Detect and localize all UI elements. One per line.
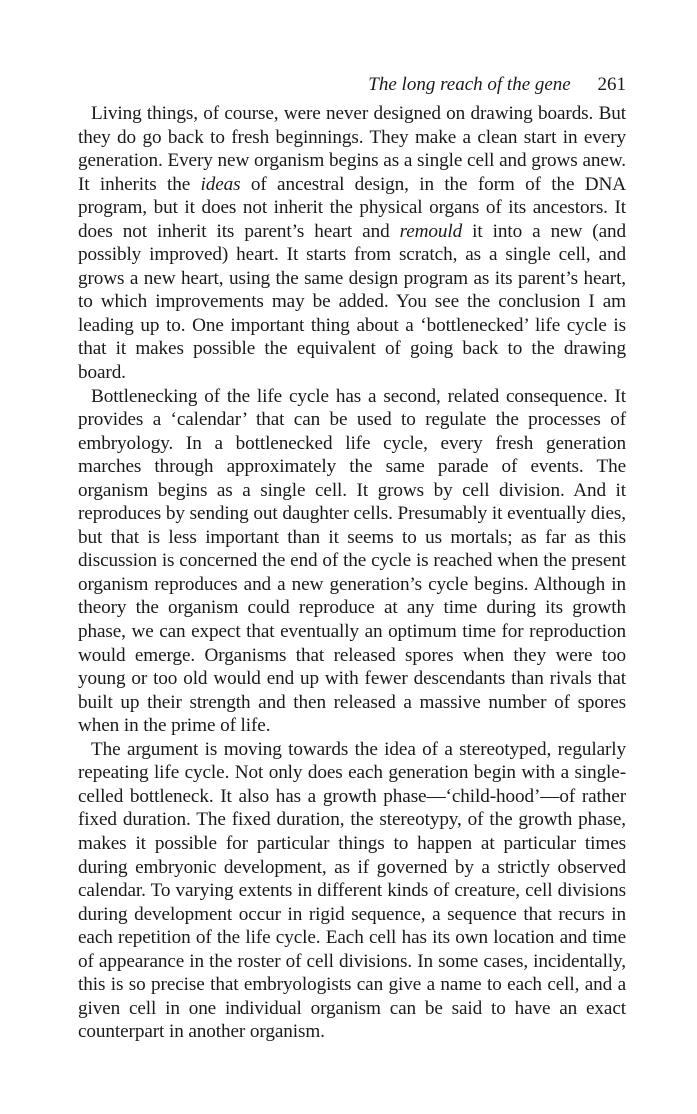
book-page	[78, 70, 626, 1044]
text-run: Bottlenecking of the life cycle has a second, related consequence. It provides a ‘calendar’ that can be used to regulate the processes of embryology. In a bottlenecked life cycle, every fresh generation marches through approximately the same parade of events. The organism begins as a single cell. It grows by cell division. And it reproduces by sending out daughter cells. Presumably it eventually dies, but that is less important than it seems to us mortals; as far as this discussion is concerned the end of the cycle is reached when the present organism reproduces and a new generation’s cycle begins. Although in theory the organism could reproduce at any time during its growth phase, we can expect that eventually an optimum time for reproduction would emerge. Organisms that released spores when they were too young or too old would end up with fewer descendants than rivals that built up their strength and then released a massive number of spores when in the prime of life.	[78, 385, 626, 737]
italic-run: remould	[399, 220, 463, 242]
text-run: The argument is moving towards the idea of a stereotyped, regularly repeating life cycle. Not only does each generation begin with a single-celled bottleneck. It also has a growth phase—‘child-hood’—of rather fixed duration. The fixed duration, the stereotypy, of the growth phase, makes it possible for particular things to happen at particular times during embryonic development, as if governed by a strictly observed calendar. To varying extents in different kinds of creature, cell divisions during development occur in rigid sequence, a sequence that recurs in each repetition of the life cycle. Each cell has its own location and time of appearance in the roster of cell divisions. In some cases, incidentally, this is so precise that embryologists can give a name to each cell, and a given cell in one individual organism can be said to have an exact counterpart in another organism.	[78, 738, 626, 1043]
text-run: Living things, of course, were never designed on drawing boards. But they do go back to fresh beginnings. They make a clean start in every generation. Every new organism begins as a single cell and grows anew. It inherits the	[78, 103, 626, 195]
italic-run: ideas	[200, 173, 241, 195]
paragraph-3	[78, 738, 626, 1044]
paragraph-1	[78, 102, 626, 385]
running-head-title: The long reach of the gene	[368, 74, 571, 95]
body-text	[78, 102, 626, 1044]
page-number: 261	[597, 74, 626, 95]
text-run: it into a new (and possibly improved) heart. It starts from scratch, as a single cell, and grows a new heart, using the same design program as its parent’s heart, to which improvements may be added. You see the conclusion I am leading up to. One important thing about a ‘bottlenecked’ life cycle is that it makes possible the equivalent of going back to the drawing board.	[78, 220, 626, 384]
running-head	[78, 70, 626, 100]
text-run: of ancestral design, in the form of the DNA program, but it does not inherit the physical organs of its ancestors. It does not inherit its parent’s heart and	[78, 173, 627, 242]
paragraph-2	[78, 385, 626, 738]
